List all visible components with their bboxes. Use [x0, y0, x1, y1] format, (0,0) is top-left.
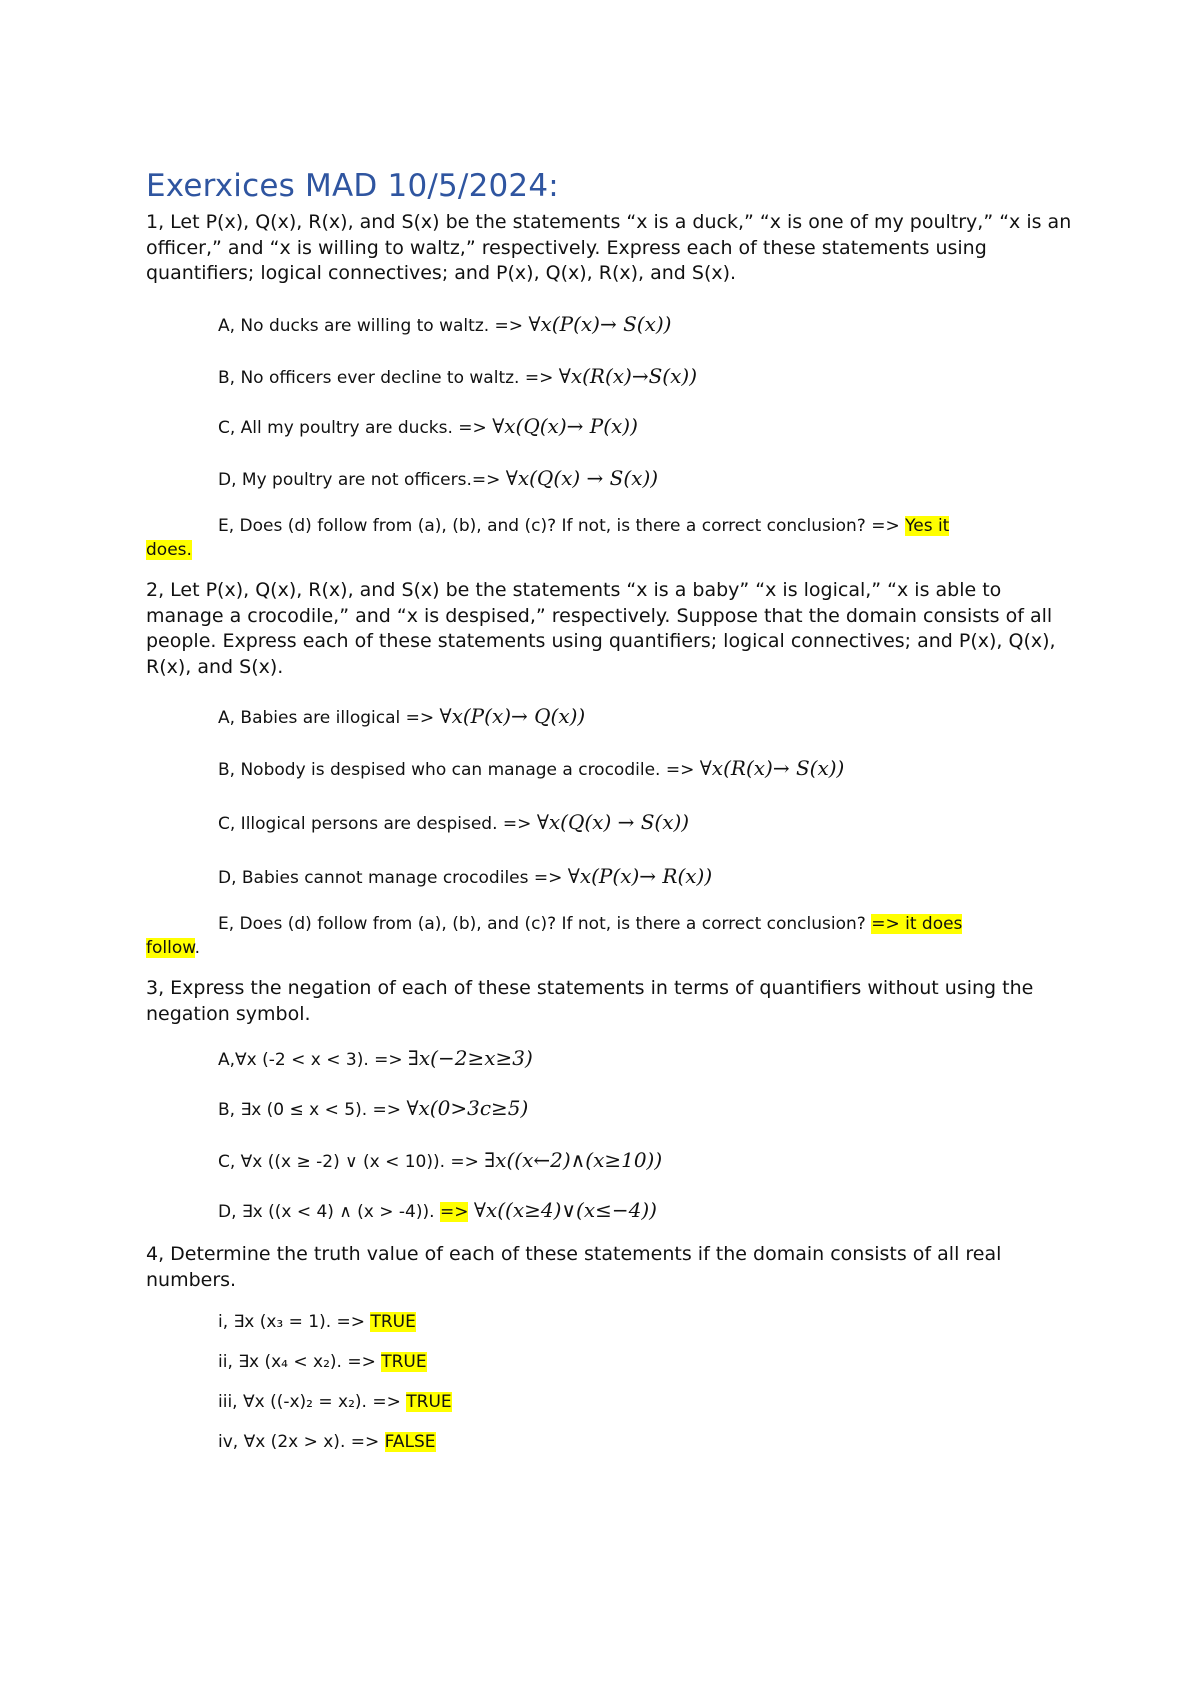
ex2-d-text: D, Babies cannot manage crocodiles => [218, 868, 563, 888]
ex4-item-iv [218, 1430, 436, 1454]
ex2-d-formula: ∀x(P(x)→ R(x)) [567, 864, 713, 888]
ex1-c-text: C, All my poultry are ducks. => [218, 418, 487, 438]
ex2-e-text: E, Does (d) follow from (a), (b), and (c)? If not, is there a correct conclusion? [218, 914, 866, 934]
ex1-e-text: E, Does (d) follow from (a), (b), and (c)? If not, is there a correct conclusion? => [218, 516, 900, 536]
ex2-item-b [218, 756, 844, 782]
ex1-e-answer-cont: does. [146, 540, 192, 560]
ex2-b-formula: ∀x(R(x)→ S(x)) [699, 756, 845, 780]
ex3-b-text: B, ∃x (0 ≤ x < 5). => [218, 1100, 402, 1120]
ex3-item-c [218, 1148, 662, 1174]
ex4-item-iii [218, 1390, 452, 1414]
ex3-item-a [218, 1046, 533, 1072]
ex4-i-text: i, ∃x (x₃ = 1). => [218, 1312, 366, 1332]
ex2-e-answer: => it does [871, 914, 963, 934]
ex1-item-b [218, 364, 697, 390]
ex1-e-answer: Yes it [905, 516, 950, 536]
ex1-b-text: B, No officers ever decline to waltz. => [218, 368, 554, 388]
ex2-a-formula: ∀x(P(x)→ Q(x)) [439, 704, 586, 728]
ex3-c-text: C, ∀x ((x ≥ -2) ∨ (x < 10)). => [218, 1152, 479, 1172]
ex4-iv-text: iv, ∀x (2x > x). => [218, 1432, 380, 1452]
ex1-a-formula: ∀x(P(x)→ S(x)) [528, 312, 672, 336]
ex1-c-formula: ∀x(Q(x)→ P(x)) [492, 414, 638, 438]
ex4-item-ii [218, 1350, 427, 1374]
ex1-item-e [218, 514, 949, 538]
ex4-ii-text: ii, ∃x (x₄ < x₂). => [218, 1352, 376, 1372]
ex1-b-formula: ∀x(R(x)→S(x)) [558, 364, 697, 388]
ex1-item-c [218, 414, 638, 440]
ex3-c-formula: ∃x((x←2)∧(x≥10)) [484, 1148, 663, 1172]
ex3-item-b [218, 1096, 528, 1122]
ex3-d-arrow: => [439, 1202, 469, 1222]
ex2-item-e [218, 912, 962, 936]
ex4-i-answer: TRUE [370, 1312, 416, 1332]
ex2-e-tail: . [194, 938, 200, 958]
page-title: Exerxices MAD 10/5/2024: [146, 168, 559, 204]
ex3-d-text: D, ∃x ((x < 4) ∧ (x > -4)). [218, 1202, 435, 1222]
ex1-d-formula: ∀x(Q(x) → S(x)) [505, 466, 659, 490]
ex2-item-c [218, 810, 689, 836]
ex4-item-i [218, 1310, 416, 1334]
exercise-4-intro: 4, Determine the truth value of each of these statements if the domain consists of all real numbers. [146, 1243, 1002, 1291]
ex1-item-d [218, 466, 658, 492]
ex4-iii-text: iii, ∀x ((-x)₂ = x₂). => [218, 1392, 401, 1412]
ex1-a-text: A, No ducks are willing to waltz. => [218, 316, 524, 336]
ex4-iv-answer: FALSE [384, 1432, 436, 1452]
ex2-c-text: C, Illogical persons are despised. => [218, 814, 532, 834]
ex2-c-formula: ∀x(Q(x) → S(x)) [536, 810, 690, 834]
ex2-item-a [218, 704, 585, 730]
ex2-e-continuation [146, 936, 200, 960]
ex3-b-formula: ∀x(0>3c≥5) [406, 1096, 529, 1120]
ex3-a-text: A,∀x (-2 < x < 3). => [218, 1050, 403, 1070]
ex2-item-d [218, 864, 712, 890]
ex1-item-a [218, 312, 671, 338]
ex1-d-text: D, My poultry are not officers.=> [218, 470, 501, 490]
ex2-e-answer-cont: follow [146, 938, 195, 958]
ex4-ii-answer: TRUE [381, 1352, 427, 1372]
exercise-2-intro: 2, Let P(x), Q(x), R(x), and S(x) be the statements “x is a baby” “x is logical,” “x is able to manage a crocodile,” and “x is despised,” respectively. Suppose that the domain consists of all people. Express each of these statements using quantifiers; logical connectives; and P(x), Q(x), R(x), and S(x). [146, 579, 1056, 678]
ex3-item-d [218, 1198, 657, 1224]
ex2-a-text: A, Babies are illogical => [218, 708, 435, 728]
exercise-1-intro: 1, Let P(x), Q(x), R(x), and S(x) be the statements “x is a duck,” “x is one of my poultry,” “x is an officer,” and “x is willing to waltz,” respectively. Express each of these statements using quantifiers; logical connectives; and P(x), Q(x), R(x), and S(x). [146, 211, 1072, 284]
ex2-b-text: B, Nobody is despised who can manage a crocodile. => [218, 760, 695, 780]
ex3-a-formula: ∃x(−2≥x≥3) [408, 1046, 533, 1070]
exercise-3-intro: 3, Express the negation of each of these statements in terms of quantifiers without using the negation symbol. [146, 977, 1034, 1025]
ex4-iii-answer: TRUE [406, 1392, 452, 1412]
ex3-d-formula: ∀x((x≥4)∨(x≤−4)) [473, 1198, 657, 1222]
ex1-e-continuation [146, 538, 192, 562]
